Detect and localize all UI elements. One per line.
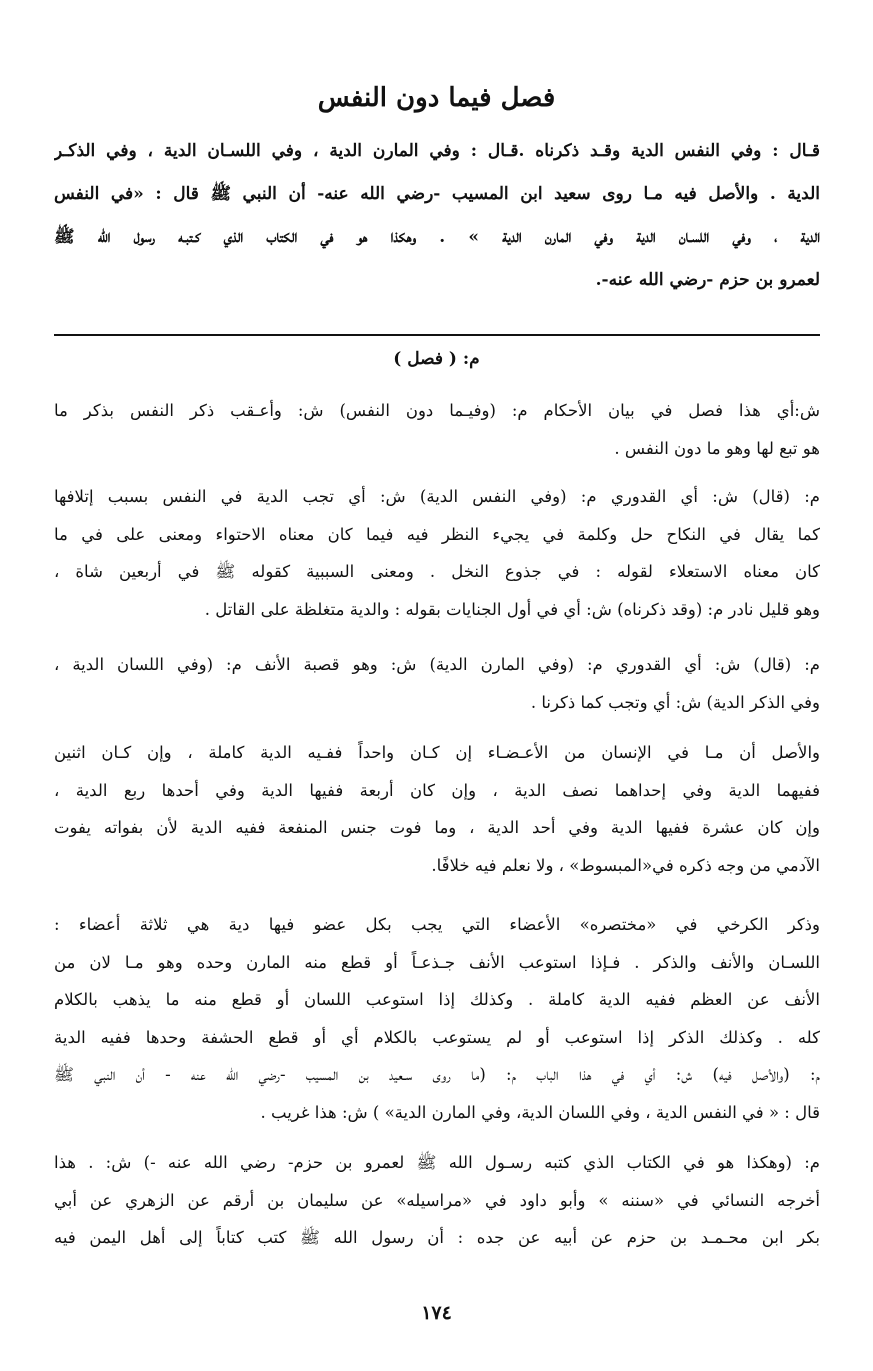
sharh-paragraph-3: [54, 646, 820, 721]
sharh-paragraph-1: [54, 392, 820, 467]
paragraph-line: قال : « في النفس الدية ، وفي اللسان الدية، وفي المارن الدية» ) ش: هذا غريب .: [260, 1102, 820, 1122]
sharh-heading: م: ( فصل ): [393, 349, 480, 369]
paragraph-line: اللسـان والأنف والذكر . فـإذا استوعب الأنف جـذعـاً أو قطع منه المارن وحده وهو مـا لان من: [54, 952, 820, 972]
matn-text: [54, 130, 820, 302]
paragraph-line: كما يقال في النكاح حل وكلمة في يجيء النظر فيه فيما كان معناه الاحتواء ومعنى على في ما: [54, 524, 820, 544]
matn-line: لعمرو بن حزم -رضي الله عنه-.: [595, 270, 820, 290]
paragraph-line: كله . وكذلك الذكر إذا استوعب أو لم يستوعب بالكلام أي أو قطع الحشفة وحدها ففيه الدية: [54, 1027, 820, 1047]
paragraph-line: م: (قال) ش: أي القدوري م: (وفي النفس الدية) ش: أي تجب الدية في النفس بسبب إتلافها: [54, 487, 820, 506]
paragraph-line: وإن كان عشرة ففيها الدية وفي أحد الدية ، وما فوت جنس المنفعة ففيه الدية لأن بفواته يفوت: [54, 818, 820, 837]
paragraph-line: م: (والأصل فيه) ش: أي في هذا الباب م: (ما روى سـعيد بن المسيب -رضي الله عنه - أن النبي ﷺ: [54, 1065, 820, 1084]
paragraph-line: الآدمي من وجه ذكره في«المبسوط» ، ولا نعلم فيه خلافًا.: [431, 855, 820, 875]
paragraph-line: ففيهما الدية وفي إحداهما نصف الدية ، وإن كان أربعة ففيها الدية وفي أحدها ربع الدية ،: [54, 780, 820, 800]
paragraph-line: م: (قال) ش: أي القدوري م: (وفي المارن الدية) ش: وهو قصبة الأنف م: (وفي اللسان الدية ،: [54, 655, 820, 674]
separator-rule: [54, 334, 820, 336]
matn-line: الدية . والأصل فيه مـا روى سعيد ابن المسيب -رضي الله عنه- أن النبي ﷺ قال : «في النفس: [54, 184, 820, 204]
sharh-paragraph-2: [54, 478, 820, 628]
paragraph-line: والأصل أن مـا في الإنسان من الأعـضـاء إن كـان واحداً ففـيه الدية كاملة ، وإن كـان اثنين: [54, 743, 820, 762]
paragraph-line: م: (وهكذا هو في الكتاب الذي كتبه رسـول الله ﷺ لعمرو بن حزم- رضي الله عنه -) ش: . هذا: [54, 1153, 820, 1172]
matn-line: قـال : وفي النفس الدية وقـد ذكرناه .قـال : وفي المارن الدية ، وفي اللسـان الدية ، وفي الذكـر: [54, 141, 820, 161]
matn-line: الدية ، وفي اللسـان الدية وفي المارن الدية » . وهكذا هو في الكتاب الذي كـتبـه رسول الله ﷺ: [54, 227, 820, 247]
paragraph-line: الأنف عن العظم ففيه الدية كاملة . وكذلك إذا استوعب اللسان أو قطع منه ما يذهب بالكلام: [54, 990, 820, 1009]
paragraph-line: وذكر الكرخي في «مختصره» الأعضاء التي يجب بكل عضو فيها دية هي ثلاثة أعضاء :: [54, 915, 820, 934]
paragraph-line: وهو قليل نادر م: (وقد ذكرناه) ش: أي في أول الجنايات بقوله : والدية متغلظة على القاتل .: [204, 599, 820, 619]
sharh-paragraph-4: [54, 734, 820, 884]
paragraph-line: ش:أي هذا فصل في بيان الأحكام م: (وفيـما دون النفس) ش: وأعـقب ذكر النفس بذكر ما: [54, 401, 820, 420]
page-number: ١٧٤: [421, 1302, 452, 1324]
section-title: فصل فيما دون النفس: [317, 83, 556, 113]
sharh-paragraph-6: [54, 1144, 820, 1257]
sharh-paragraph-5: [54, 906, 820, 1131]
paragraph-line: وفي الذكر الدية) ش: أي وتجب كما ذكرنا .: [530, 692, 820, 712]
paragraph-line: كان معناه الاستعلاء لقوله : في جذوع النخل . ومعنى السببية كقوله ﷺ في أربعين شاة ،: [54, 562, 820, 581]
paragraph-line: بكر ابن محـمـد بن حزم عن أبيه عن جده : أن رسول الله ﷺ كتب كتاباً إلى أهل اليمن فيه: [54, 1228, 820, 1247]
paragraph-line: أخرجه النسائي في «سننه » وأبو داود في «مراسيله» عن سليمان بن أرقم عن الزهري عن أبي: [54, 1190, 820, 1210]
paragraph-line: هو تبع لها وهو ما دون النفس .: [614, 438, 820, 458]
